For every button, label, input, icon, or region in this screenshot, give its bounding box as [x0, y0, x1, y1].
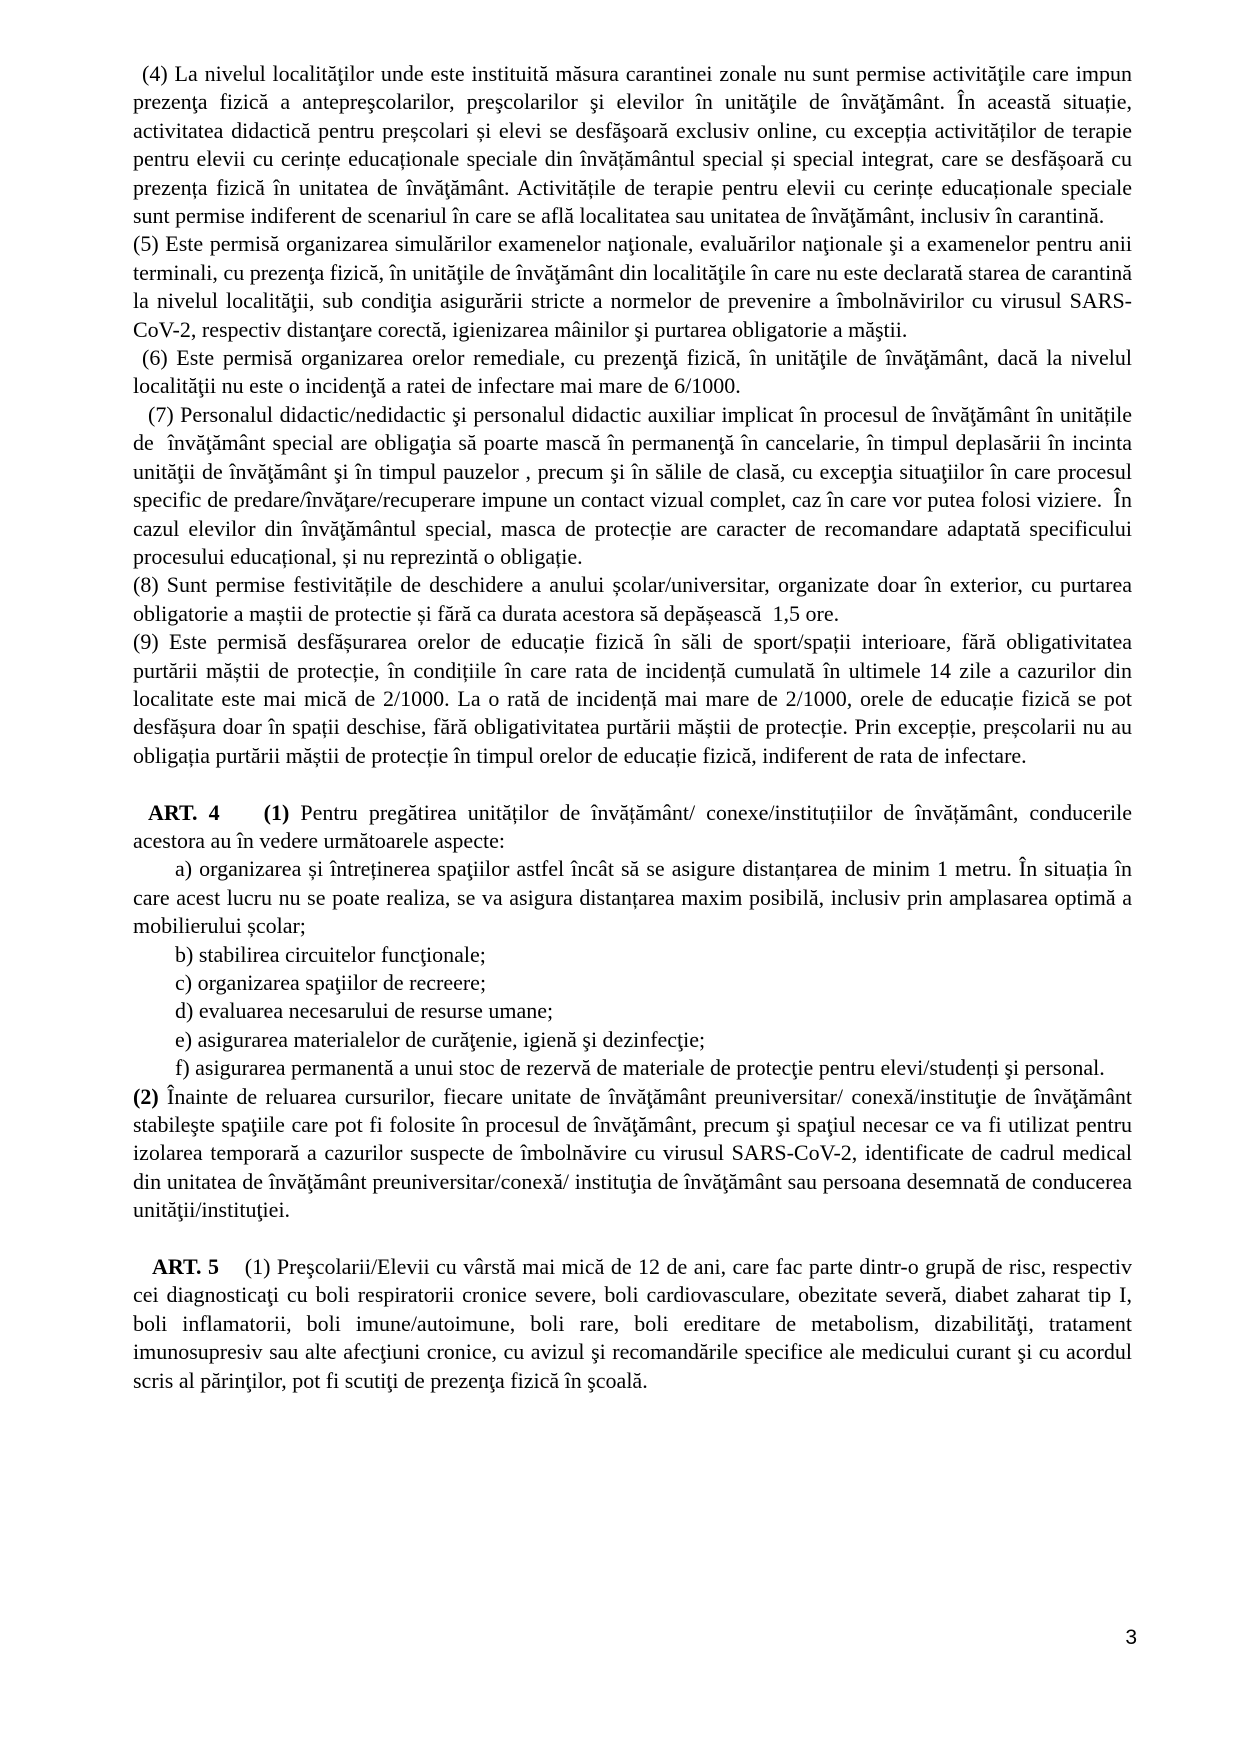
list-item-e [133, 1026, 1132, 1054]
paragraph-6 [133, 344, 1132, 401]
list-item-c [133, 969, 1132, 997]
page-number: 3 [1125, 1626, 1137, 1649]
article-5-paragraph-1 [133, 1253, 1132, 1395]
article-4-alinea-2-label: (2) [133, 1083, 159, 1109]
blank-line [133, 770, 1132, 798]
article-4-gap [220, 800, 264, 825]
article-4-label: ART. 4 [148, 799, 220, 825]
article-4-alinea-1-label: (1) [263, 799, 290, 825]
article-5-label: ART. 5 [152, 1254, 219, 1280]
article-4-alinea-2-text: Înainte de reluarea cursurilor, fiecare unitate de învăţământ preuniversitar/ conexă/instituţie de învăţământ stabileşte spaţiile care pot fi folosite în procesul de învăţământ, precum şi spaţiul necesar ce va fi utilizat pentru izolarea temporară a cazurilor suspecte de îmbolnăvire cu virusul SARS-CoV-2, identificate de cadrul medical din unitatea de învăţământ preuniversitar/conexă/ instituţia de învăţământ sau persoana desemnată de conducerea unităţii/instituţiei. [133, 1083, 1132, 1223]
paragraph-9 [133, 628, 1132, 770]
paragraph-8-text: (8) Sunt permise festivitățile de deschidere a anului școlar/universitar, organizate doar în exterior, cu purtarea obligatorie a maștii de protectie și fără ca durata acestora să depășească 1,5 ore. [133, 572, 1132, 626]
article-4-paragraph-1 [133, 799, 1132, 856]
paragraph-7 [133, 401, 1132, 571]
paragraph-8 [133, 571, 1132, 628]
blank-line [133, 1225, 1132, 1253]
list-item-e-text: e) asigurarea materialelor de curăţenie, igienă şi dezinfecţie; [175, 1026, 706, 1052]
list-item-d-text: d) evaluarea necesarului de resurse umane; [175, 998, 554, 1024]
paragraph-6-text: (6) Este permisă organizarea orelor remediale, cu prezenţă fizică, în unităţile de învăţământ, dacă la nivelul localităţii nu este o incidenţă a ratei de infectare mai mare de 6/1000. [133, 345, 1132, 399]
list-item-b-text: b) stabilirea circuitelor funcţionale; [175, 941, 486, 967]
list-item-f-text: f) asigurarea permanentă a unui stoc de rezervă de materiale de protecţie pentru elevi/studenți şi personal. [175, 1055, 1105, 1081]
paragraph-9-text: (9) Este permisă desfășurarea orelor de educație fizică în săli de sport/spații interioare, fără obligativitatea purtării măștii de protecție, în condițiile în care rata de incidență cumulată în ultimele 14 zile a cazurilor din localitate este mai mică de 2/1000. La o rată de incidență mai mare de 2/1000, orele de educație fizică se pot desfășura doar în spații deschise, fără obligativitatea purtării măștii de protecție. Prin excepție, preșcolarii nu au obligația purtării măștii de protecție în timpul orelor de educație fizică, indiferent de rata de infectare. [133, 629, 1132, 768]
document-body [133, 60, 1132, 1395]
list-item-c-text: c) organizarea spaţiilor de recreere; [175, 969, 487, 995]
paragraph-7-text: (7) Personalul didactic/nedidactic şi personalul didactic auxiliar implicat în procesul de învăţământ în unitățile de învăţământ special are obligaţia să poarte mască în permanenţă în cancelarie, în timpul deplasării în incinta unităţii de învăţământ şi în timpul pauzelor , precum şi în sălile de clasă, cu excepţia situaţiilor în care procesul specific de predare/învăţare/recuperare impune un contact vizual complet, caz în care vor putea folosi viziere. În cazul elevilor din învăţământul special, masca de protecție are caracter de recomandare adaptată specificului procesului educațional, și nu reprezintă o obligație. [133, 401, 1132, 569]
article-4-alinea-1-text: Pentru pregătirea unităților de învățământ/ conexe/instituțiilor de învățământ, conducerile acestora au în vedere următoarele aspecte: [133, 799, 1132, 853]
article-5-alinea-1-text: (1) Preşcolarii/Elevii cu vârstă mai mică de 12 de ani, care fac parte dintr-o grupă de risc, respectiv cei diagnosticaţi cu boli respiratorii cronice severe, boli cardiovasculare, obezitate severă, diabet zaharat tip I, boli inflamatorii, boli imune/autoimune, boli rare, boli ereditare de metabolism, dizabilităţi, tratament imunosupresiv sau alte afecţiuni cronice, cu avizul şi recomandările specifice ale medicului curant şi cu acordul scris al părinţilor, pot fi scutiţi de prezenţa fizică în şcoală. [133, 1254, 1133, 1393]
paragraph-4-text: (4) La nivelul localităţilor unde este instituită măsura carantinei zonale nu sunt permise activităţile care impun prezenţa fizică a antepreşcolarilor, preşcolarilor şi elevilor în unităţile de învăţământ. În această situație, activitatea didactică pentru preșcolari și elevi se desfăşoară exclusiv online, cu excepția activităților de terapie pentru elevii cu cerințe educaționale speciale din învățământul special și special integrat, care se desfășoară cu prezența fizică în unitatea de învăţământ. Activitățile de terapie pentru elevii cu cerințe educaționale speciale sunt permise indiferent de scenariul în care se află localitatea sau unitatea de învăţământ, inclusiv în carantină. [133, 61, 1132, 229]
list-item-b [133, 941, 1132, 969]
list-item-d [133, 997, 1132, 1025]
list-item-f [133, 1054, 1132, 1082]
list-item-a-text: a) organizarea și întreținerea spaţiilor astfel încât să se asigure distanțarea de minim 1 metru. În situația în care acest lucru nu se poate realiza, se va asigura distanțarea maxim posibilă, inclusiv prin amplasarea optimă a mobilierului școlar; [133, 856, 1132, 939]
article-4-paragraph-2 [133, 1083, 1132, 1225]
paragraph-5 [133, 230, 1132, 344]
list-item-a [133, 855, 1132, 940]
paragraph-4 [133, 60, 1132, 230]
paragraph-5-text: (5) Este permisă organizarea simulărilor examenelor naţionale, evaluărilor naţionale şi a examenelor pentru anii terminali, cu prezenţa fizică, în unităţile de învăţământ din localităţile în care nu este declarată starea de carantină la nivelul localităţii, sub condiţia asigurării stricte a normelor de prevenire a îmbolnăvirilor cu virusul SARS-CoV-2, respectiv distanţare corectă, igienizarea mâinilor şi purtarea obligatorie a măştii. [133, 231, 1132, 342]
